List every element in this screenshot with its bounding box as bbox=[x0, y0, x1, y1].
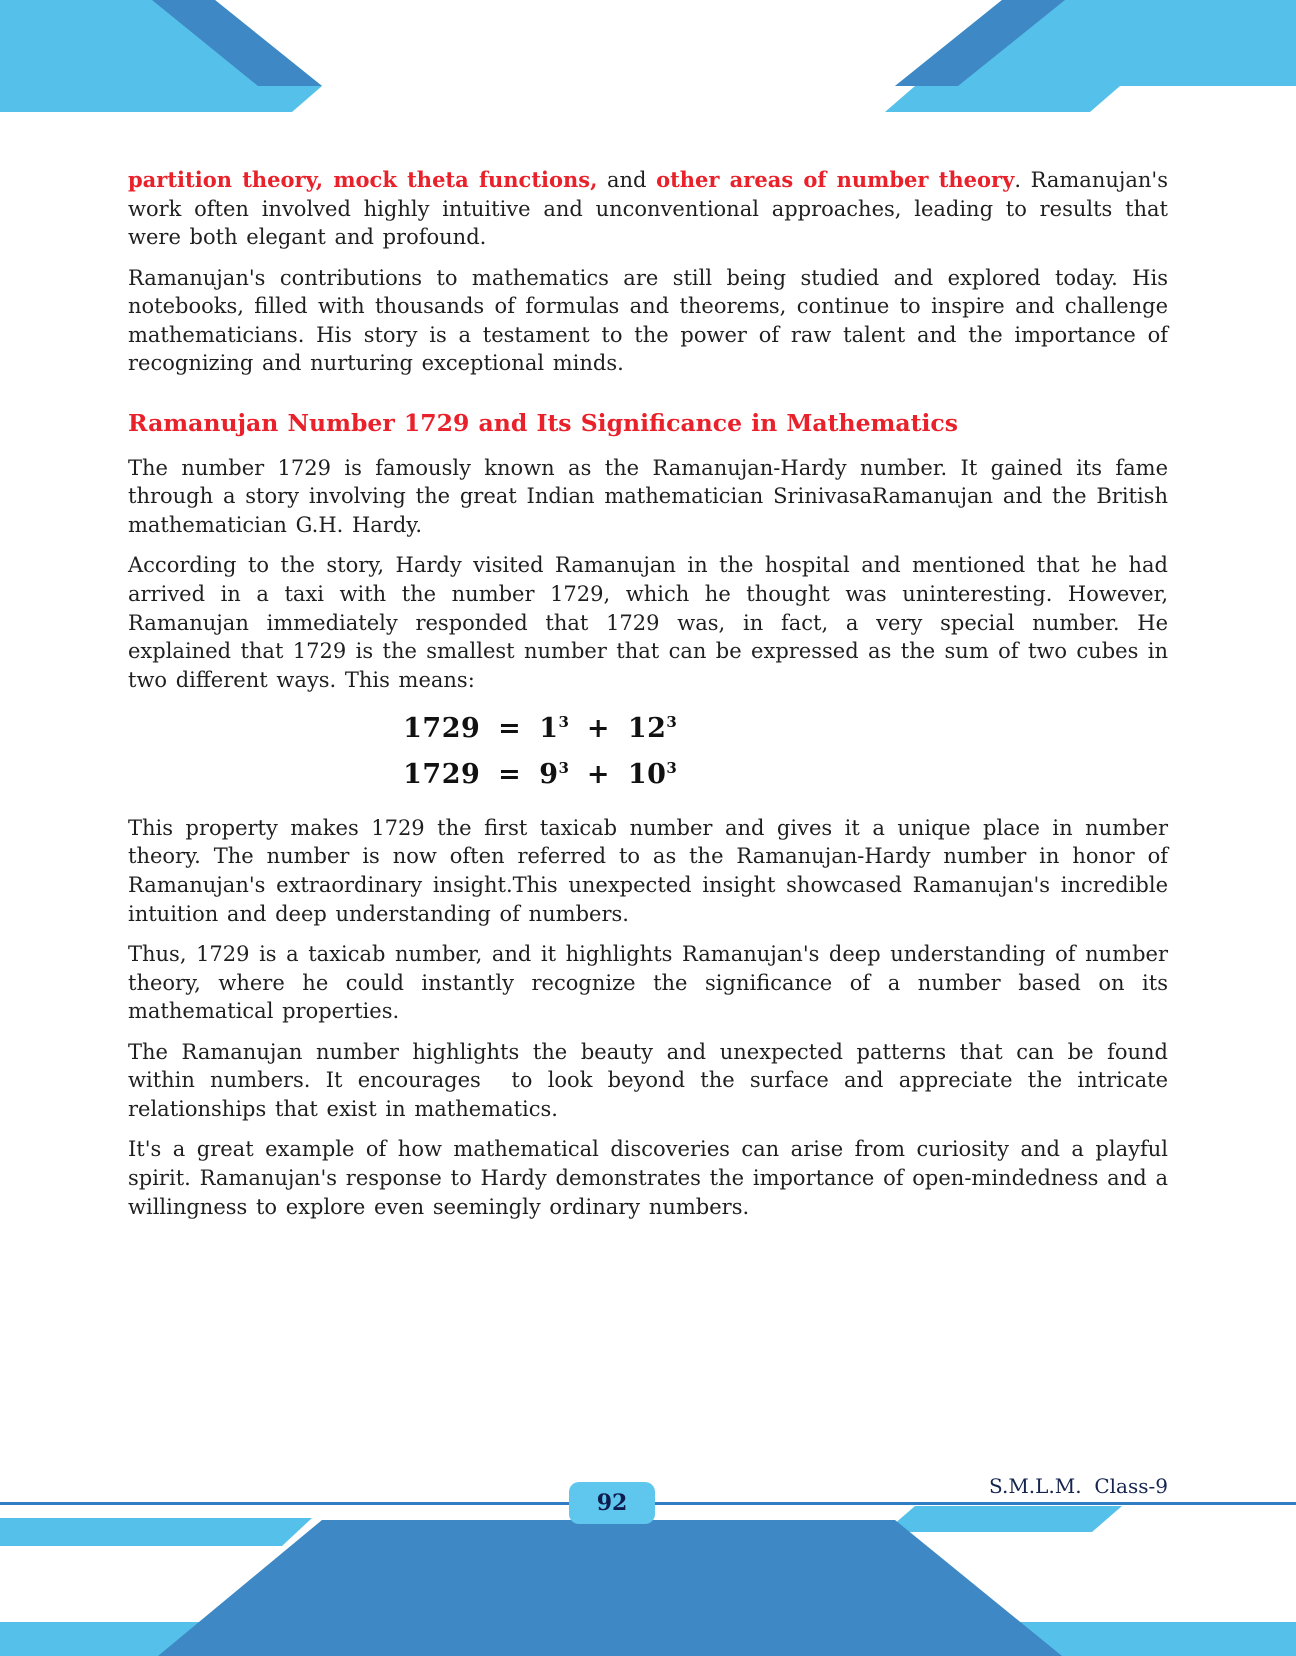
page-number: 92 bbox=[596, 1490, 628, 1516]
body-text: . Ramanujan's work often involved highly intuitive and unconventional approaches, leading to results that were both elegant and profound. bbox=[128, 168, 1168, 250]
header-light-strip-right bbox=[885, 86, 1120, 112]
footer-light-strip-left bbox=[0, 1518, 312, 1546]
footer-dark-trapezoid bbox=[158, 1520, 1062, 1656]
paragraph-beauty-patterns: The Ramanujan number highlights the beauty and unexpected patterns that can be found within numbers. It encourages to look beyond the surface and appreciate the intricate relationships that exist in mathematics. bbox=[128, 1039, 1168, 1121]
exponent: 3 bbox=[558, 713, 569, 732]
paragraph-contributions: Ramanujan's contributions to mathematics are still being studied and explored today. His notebooks, filled with thousands of formulas and theorems, continue to inspire and challenge mathematicians. His story is a testament to the power of raw talent and the importance of recognizing and nurturing exceptional minds. bbox=[128, 265, 1168, 376]
paragraph-taxi-story: According to the story, Hardy visited Ramanujan in the hospital and mentioned that he had arrived in a taxi with the number 1729, which he thought was uninteresting. However, Ramanujan immediately responded that 1729 was, in fact, a very special number. He explained that 1729 is the smallest number that can be expressed as the sum of two cubes in two different ways. This means: bbox=[128, 553, 1168, 692]
paragraph-partition-theory bbox=[128, 166, 1168, 252]
equation-text: + 10 bbox=[568, 759, 667, 791]
header-decoration bbox=[0, 0, 1296, 112]
equations-block bbox=[128, 706, 1168, 798]
exponent: 3 bbox=[666, 759, 677, 778]
exponent: 3 bbox=[558, 759, 569, 778]
highlight-text-red: other areas of number theory bbox=[656, 167, 1015, 192]
body-text: and bbox=[597, 168, 657, 192]
paragraph-great-example: It's a great example of how mathematical discoveries can arise from curiosity and a playful spirit. Ramanujan's response to Hardy demonstrates the importance of open-mindedness and a willingness to explore even seemingly ordinary numbers. bbox=[128, 1137, 1168, 1219]
equation-text: 1729 = 9 bbox=[403, 759, 559, 791]
exponent: 3 bbox=[666, 713, 677, 732]
page-content bbox=[128, 166, 1168, 1233]
header-banner-graphic bbox=[0, 0, 1296, 112]
section-heading: Ramanujan Number 1729 and Its Significance in Mathematics bbox=[128, 408, 958, 437]
equation-text: 1729 = 1 bbox=[403, 713, 559, 745]
equation-text: + 12 bbox=[568, 713, 667, 745]
footer-book-label: S.M.L.M. Class-9 bbox=[988, 1474, 1168, 1498]
header-light-strip-left bbox=[0, 86, 322, 112]
paragraph-1729-intro: The number 1729 is famously known as the Ramanujan-Hardy number. It gained its fame through a story involving the great Indian mathematician SrinivasaRamanujan and the British mathematician G.H. Hardy. bbox=[128, 455, 1168, 537]
header-white-trapezoid bbox=[215, 0, 1002, 86]
equation-1 bbox=[128, 706, 952, 752]
equation-2 bbox=[128, 752, 952, 798]
paragraph-thus-taxicab: Thus, 1729 is a taxicab number, and it highlights Ramanujan's deep understanding of number theory, where he could instantly recognize the significance of a number based on its mathematical properties. bbox=[128, 942, 1168, 1024]
page-number-badge bbox=[569, 1482, 655, 1524]
footer-light-strip-right bbox=[885, 1506, 1122, 1532]
paragraph-taxicab-property: This property makes 1729 the first taxicab number and gives it a unique place in number theory. The number is now often referred to as the Ramanujan-Hardy number in honor of Ramanujan's extraordinary insight.This unexpected insight showcased Ramanujan's incredible intuition and deep understanding of numbers. bbox=[128, 815, 1168, 926]
highlight-text-red: partition theory, mock theta functions, bbox=[128, 167, 598, 192]
